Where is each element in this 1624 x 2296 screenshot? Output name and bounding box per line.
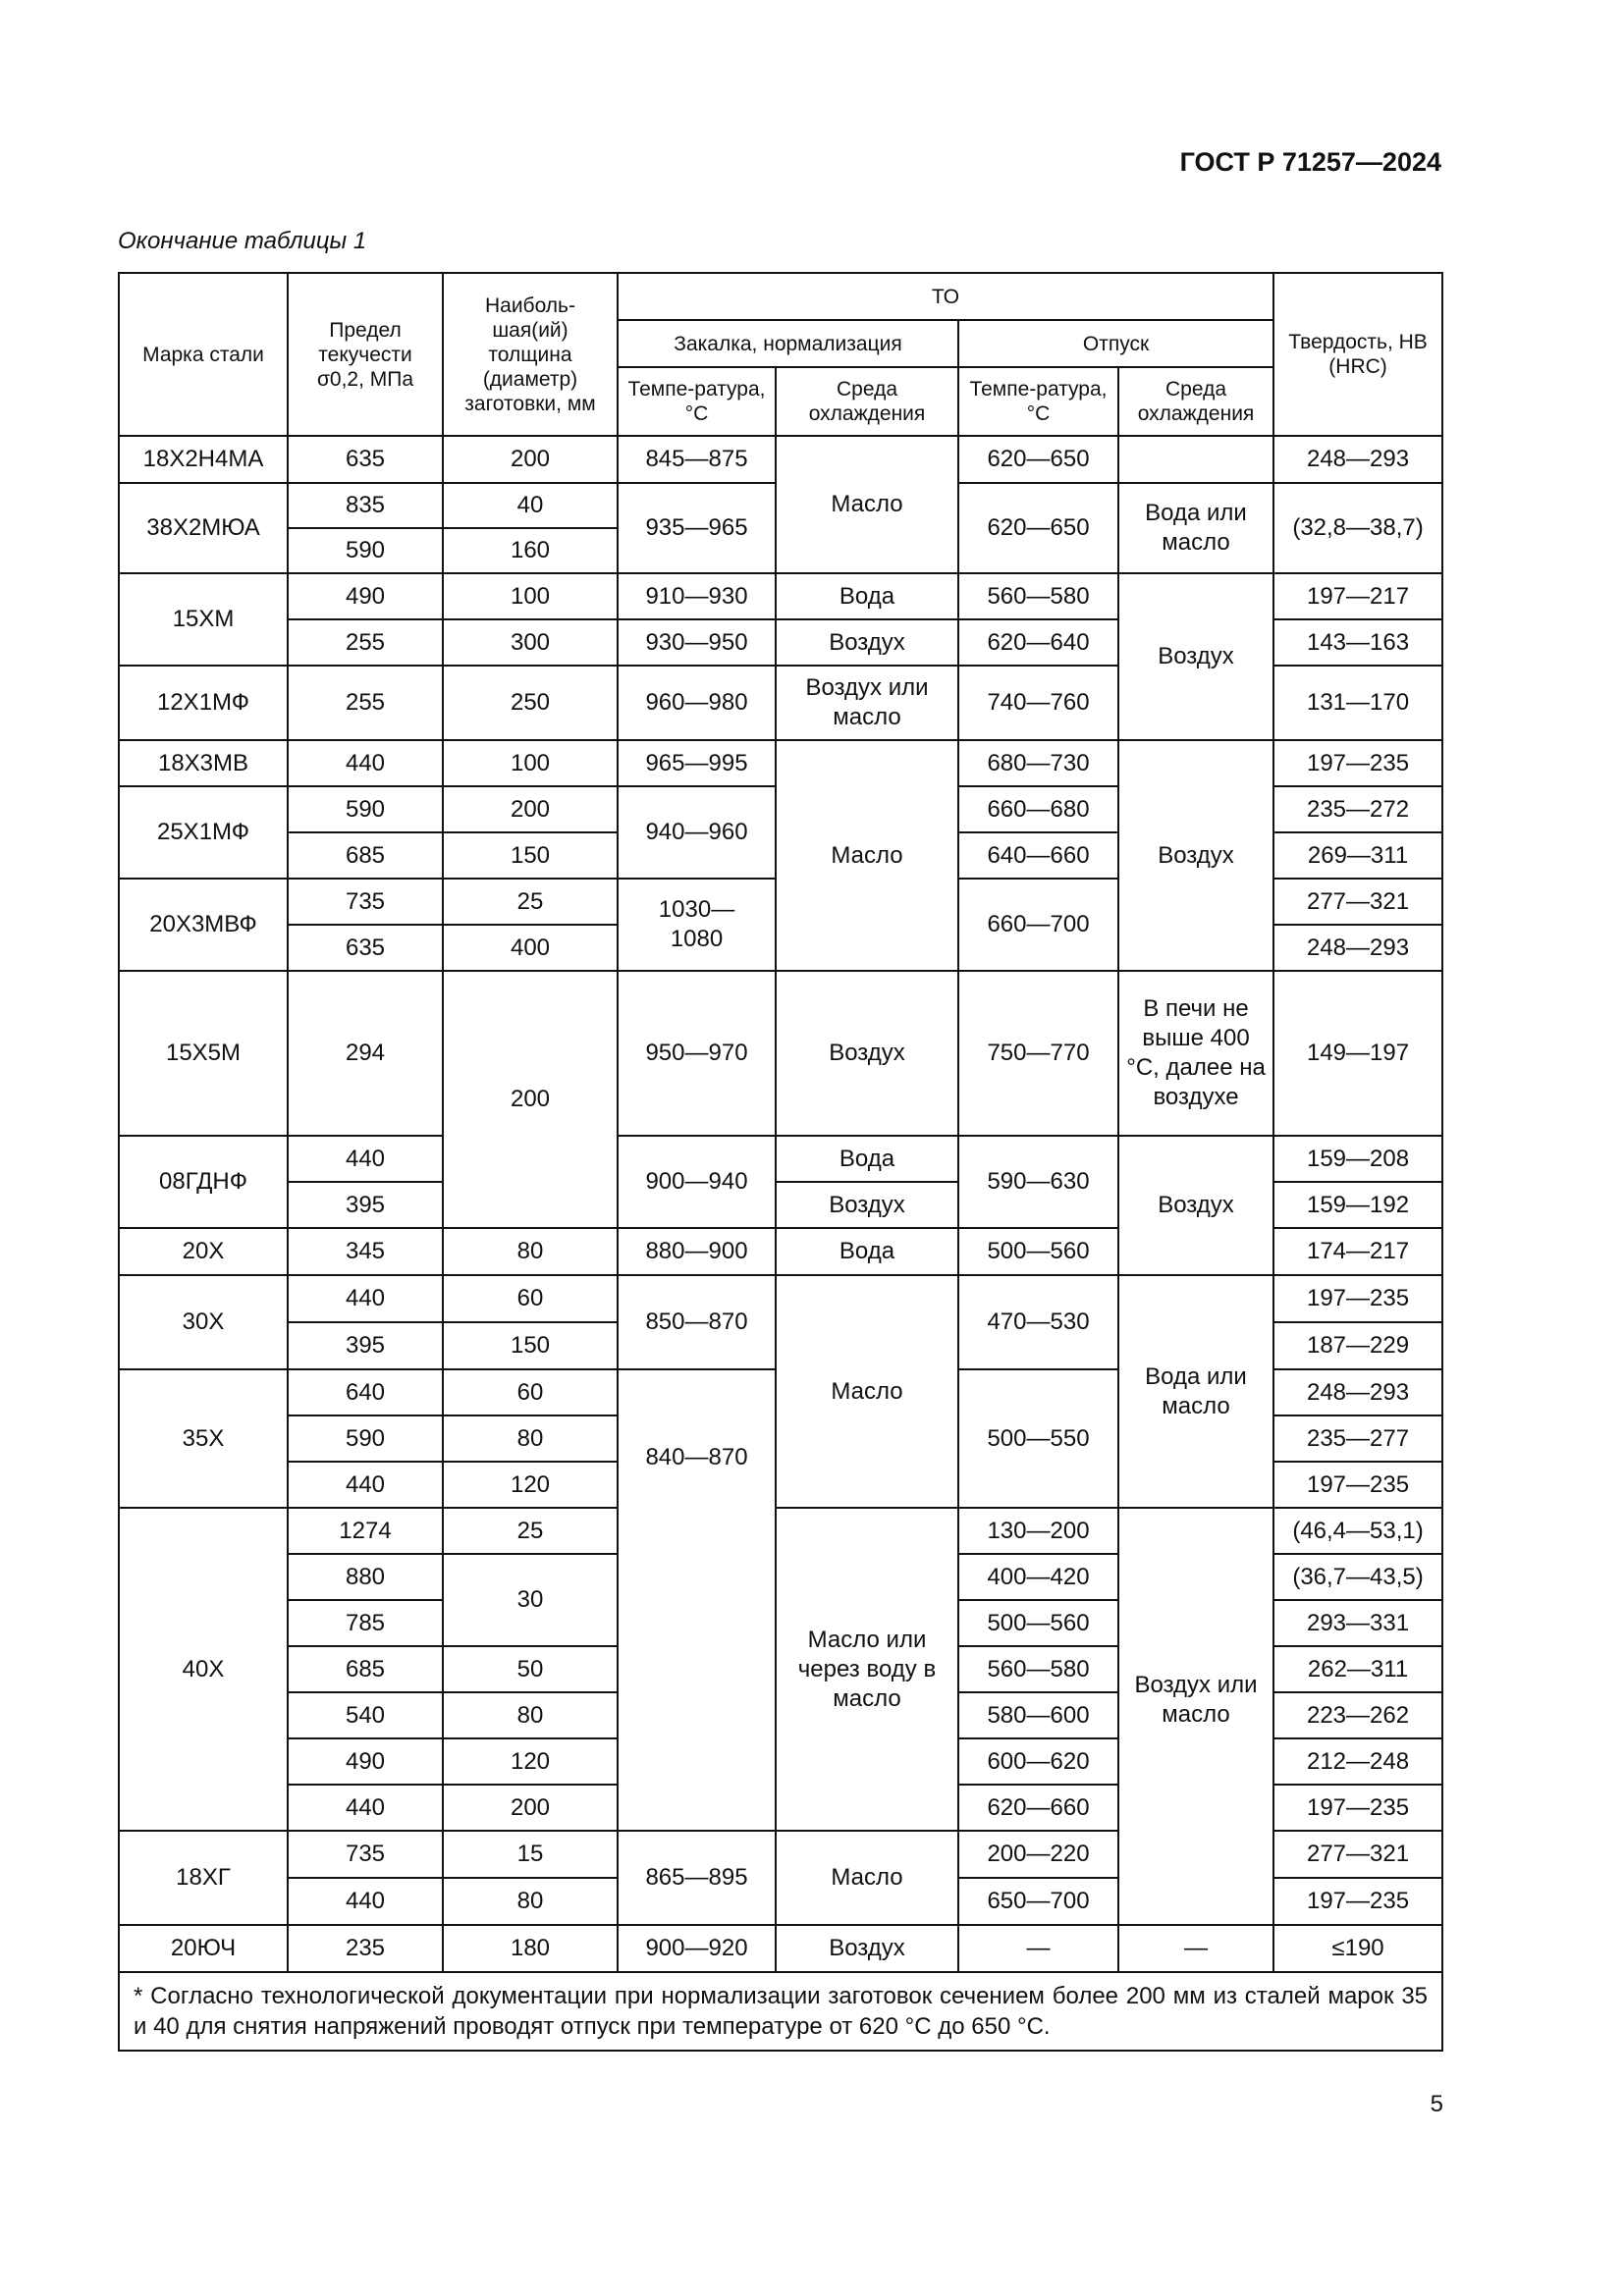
hardness: 131—170 bbox=[1273, 666, 1442, 740]
hardness: 277—321 bbox=[1273, 879, 1442, 925]
header-quench-temp: Темпе-ратура, °С bbox=[618, 367, 776, 436]
yield-strength: 590 bbox=[288, 528, 443, 573]
temper-medium bbox=[1118, 436, 1273, 483]
temper-medium: — bbox=[1118, 1925, 1273, 1972]
yield-strength: 440 bbox=[288, 740, 443, 786]
quench-medium: Масло bbox=[776, 436, 958, 573]
temper-temperature: 750—770 bbox=[958, 971, 1118, 1136]
max-thickness: 160 bbox=[443, 528, 618, 573]
max-thickness: 400 bbox=[443, 925, 618, 971]
header-grade: Марка стали bbox=[119, 273, 288, 436]
temper-temperature: — bbox=[958, 1925, 1118, 1972]
quench-temperature: 960—980 bbox=[618, 666, 776, 740]
temper-temperature: 620—660 bbox=[958, 1785, 1118, 1831]
hardness: 197—235 bbox=[1273, 1785, 1442, 1831]
yield-strength: 395 bbox=[288, 1322, 443, 1369]
temper-medium: В печи не выше 400 °С, далее на воздухе bbox=[1118, 971, 1273, 1136]
quench-temperature: 950—970 bbox=[618, 971, 776, 1136]
max-thickness: 80 bbox=[443, 1415, 618, 1462]
quench-medium: Воздух bbox=[776, 971, 958, 1136]
steel-grade: 20Х bbox=[119, 1228, 288, 1275]
hardness: 235—272 bbox=[1273, 786, 1442, 832]
quench-temperature: 935—965 bbox=[618, 483, 776, 573]
steel-grade: 15Х5М bbox=[119, 971, 288, 1136]
yield-strength: 590 bbox=[288, 1415, 443, 1462]
quench-temperature: 940—960 bbox=[618, 786, 776, 879]
hardness: 223—262 bbox=[1273, 1692, 1442, 1738]
steel-grade: 38Х2МЮА bbox=[119, 483, 288, 573]
max-thickness: 200 bbox=[443, 436, 618, 483]
temper-temperature: 680—730 bbox=[958, 740, 1118, 786]
quench-temperature: 865—895 bbox=[618, 1831, 776, 1925]
steel-heat-treatment-table bbox=[118, 272, 1443, 2052]
header-to: ТО bbox=[618, 273, 1273, 320]
temper-temperature: 620—650 bbox=[958, 483, 1118, 573]
hardness: 197—235 bbox=[1273, 1275, 1442, 1322]
quench-temperature: 965—995 bbox=[618, 740, 776, 786]
hardness: 149—197 bbox=[1273, 971, 1442, 1136]
yield-strength: 540 bbox=[288, 1692, 443, 1738]
temper-temperature: 200—220 bbox=[958, 1831, 1118, 1878]
steel-grade: 20Х3МВФ bbox=[119, 879, 288, 971]
hardness: 187—229 bbox=[1273, 1322, 1442, 1369]
temper-temperature: 130—200 bbox=[958, 1508, 1118, 1554]
hardness: 159—208 bbox=[1273, 1136, 1442, 1182]
hardness: (32,8—38,7) bbox=[1273, 483, 1442, 573]
quench-medium: Масло или через воду в масло bbox=[776, 1508, 958, 1831]
yield-strength: 255 bbox=[288, 619, 443, 666]
header-thickness: Наиболь-шая(ий) толщина (диаметр) заготовки, мм bbox=[443, 273, 618, 436]
quench-temperature: 900—920 bbox=[618, 1925, 776, 1972]
yield-strength: 255 bbox=[288, 666, 443, 740]
hardness: 262—311 bbox=[1273, 1646, 1442, 1692]
steel-grade: 35Х bbox=[119, 1369, 288, 1508]
yield-strength: 490 bbox=[288, 1738, 443, 1785]
max-thickness: 120 bbox=[443, 1738, 618, 1785]
quench-temperature: 840—870 bbox=[618, 1369, 776, 1831]
yield-strength: 440 bbox=[288, 1136, 443, 1182]
temper-temperature: 560—580 bbox=[958, 1646, 1118, 1692]
max-thickness: 180 bbox=[443, 1925, 618, 1972]
max-thickness: 25 bbox=[443, 1508, 618, 1554]
max-thickness: 80 bbox=[443, 1692, 618, 1738]
steel-grade: 30Х bbox=[119, 1275, 288, 1369]
quench-medium: Масло bbox=[776, 740, 958, 971]
max-thickness: 200 bbox=[443, 971, 618, 1228]
quench-temperature: 930—950 bbox=[618, 619, 776, 666]
yield-strength: 685 bbox=[288, 1646, 443, 1692]
steel-grade: 18Х2Н4МА bbox=[119, 436, 288, 483]
hardness: ≤190 bbox=[1273, 1925, 1442, 1972]
temper-temperature: 650—700 bbox=[958, 1878, 1118, 1925]
hardness: 248—293 bbox=[1273, 925, 1442, 971]
quench-temperature: 1030— 1080 bbox=[618, 879, 776, 971]
quench-medium: Масло bbox=[776, 1275, 958, 1508]
yield-strength: 440 bbox=[288, 1785, 443, 1831]
max-thickness: 15 bbox=[443, 1831, 618, 1878]
max-thickness: 250 bbox=[443, 666, 618, 740]
hardness: 159—192 bbox=[1273, 1182, 1442, 1228]
header-temper-medium: Среда охлаждения bbox=[1118, 367, 1273, 436]
hardness: 293—331 bbox=[1273, 1600, 1442, 1646]
max-thickness: 200 bbox=[443, 1785, 618, 1831]
max-thickness: 100 bbox=[443, 573, 618, 619]
steel-grade: 18Х3МВ bbox=[119, 740, 288, 786]
yield-strength: 345 bbox=[288, 1228, 443, 1275]
temper-temperature: 620—650 bbox=[958, 436, 1118, 483]
page-number: 5 bbox=[1430, 2091, 1443, 2117]
temper-temperature: 600—620 bbox=[958, 1738, 1118, 1785]
steel-grade: 18ХГ bbox=[119, 1831, 288, 1925]
yield-strength: 440 bbox=[288, 1275, 443, 1322]
temper-temperature: 560—580 bbox=[958, 573, 1118, 619]
header-yield: Предел текучести σ0,2, МПа bbox=[288, 273, 443, 436]
yield-strength: 785 bbox=[288, 1600, 443, 1646]
max-thickness: 100 bbox=[443, 740, 618, 786]
temper-medium: Воздух bbox=[1118, 740, 1273, 971]
header-temper: Отпуск bbox=[958, 320, 1273, 367]
temper-temperature: 580—600 bbox=[958, 1692, 1118, 1738]
yield-strength: 1274 bbox=[288, 1508, 443, 1554]
yield-strength: 235 bbox=[288, 1925, 443, 1972]
yield-strength: 880 bbox=[288, 1554, 443, 1600]
yield-strength: 490 bbox=[288, 573, 443, 619]
max-thickness: 80 bbox=[443, 1878, 618, 1925]
max-thickness: 120 bbox=[443, 1462, 618, 1508]
max-thickness: 200 bbox=[443, 786, 618, 832]
max-thickness: 60 bbox=[443, 1369, 618, 1415]
steel-grade: 08ГДНФ bbox=[119, 1136, 288, 1228]
quench-temperature: 845—875 bbox=[618, 436, 776, 483]
temper-temperature: 620—640 bbox=[958, 619, 1118, 666]
table-footnote: * Согласно технологической документации при нормализации заготовок сечением более 200 мм из сталей марок 35 и 40 для снятия напряжений проводят отпуск при температуре от 620 °С до 650 °С. bbox=[119, 1972, 1442, 2051]
temper-temperature: 500—550 bbox=[958, 1369, 1118, 1508]
quench-medium: Воздух bbox=[776, 1182, 958, 1228]
temper-temperature: 470—530 bbox=[958, 1275, 1118, 1369]
standard-number: ГОСТ Р 71257—2024 bbox=[1179, 147, 1441, 177]
yield-strength: 685 bbox=[288, 832, 443, 879]
temper-medium: Вода или масло bbox=[1118, 483, 1273, 573]
steel-grade: 15ХМ bbox=[119, 573, 288, 666]
yield-strength: 635 bbox=[288, 925, 443, 971]
hardness: 248—293 bbox=[1273, 436, 1442, 483]
max-thickness: 30 bbox=[443, 1554, 618, 1646]
yield-strength: 590 bbox=[288, 786, 443, 832]
temper-temperature: 590—630 bbox=[958, 1136, 1118, 1228]
quench-medium: Масло bbox=[776, 1831, 958, 1925]
table-caption: Окончание таблицы 1 bbox=[118, 228, 367, 254]
temper-temperature: 660—680 bbox=[958, 786, 1118, 832]
hardness: 235—277 bbox=[1273, 1415, 1442, 1462]
max-thickness: 50 bbox=[443, 1646, 618, 1692]
hardness: 248—293 bbox=[1273, 1369, 1442, 1415]
temper-medium: Воздух bbox=[1118, 1136, 1273, 1275]
hardness: 174—217 bbox=[1273, 1228, 1442, 1275]
hardness: (36,7—43,5) bbox=[1273, 1554, 1442, 1600]
yield-strength: 294 bbox=[288, 971, 443, 1136]
quench-medium: Вода bbox=[776, 1136, 958, 1182]
hardness: 269—311 bbox=[1273, 832, 1442, 879]
max-thickness: 40 bbox=[443, 483, 618, 528]
steel-grade: 12Х1МФ bbox=[119, 666, 288, 740]
max-thickness: 80 bbox=[443, 1228, 618, 1275]
temper-temperature: 500—560 bbox=[958, 1228, 1118, 1275]
hardness: 197—235 bbox=[1273, 740, 1442, 786]
temper-medium: Воздух или масло bbox=[1118, 1508, 1273, 1925]
quench-medium: Воздух bbox=[776, 619, 958, 666]
hardness: 277—321 bbox=[1273, 1831, 1442, 1878]
temper-medium: Вода или масло bbox=[1118, 1275, 1273, 1508]
yield-strength: 635 bbox=[288, 436, 443, 483]
steel-grade: 20ЮЧ bbox=[119, 1925, 288, 1972]
yield-strength: 395 bbox=[288, 1182, 443, 1228]
header-temper-temp: Темпе-ратура, °С bbox=[958, 367, 1118, 436]
quench-temperature: 880—900 bbox=[618, 1228, 776, 1275]
temper-temperature: 400—420 bbox=[958, 1554, 1118, 1600]
max-thickness: 150 bbox=[443, 832, 618, 879]
yield-strength: 735 bbox=[288, 879, 443, 925]
temper-temperature: 740—760 bbox=[958, 666, 1118, 740]
temper-medium: Воздух bbox=[1118, 573, 1273, 740]
hardness: 197—217 bbox=[1273, 573, 1442, 619]
quench-temperature: 900—940 bbox=[618, 1136, 776, 1228]
yield-strength: 835 bbox=[288, 483, 443, 528]
hardness: (46,4—53,1) bbox=[1273, 1508, 1442, 1554]
hardness: 197—235 bbox=[1273, 1878, 1442, 1925]
temper-temperature: 660—700 bbox=[958, 879, 1118, 971]
steel-grade: 40Х bbox=[119, 1508, 288, 1831]
yield-strength: 640 bbox=[288, 1369, 443, 1415]
hardness: 197—235 bbox=[1273, 1462, 1442, 1508]
max-thickness: 150 bbox=[443, 1322, 618, 1369]
quench-medium: Вода bbox=[776, 1228, 958, 1275]
header-quench-medium: Среда охлаждения bbox=[776, 367, 958, 436]
max-thickness: 300 bbox=[443, 619, 618, 666]
quench-temperature: 850—870 bbox=[618, 1275, 776, 1369]
quench-medium: Воздух или масло bbox=[776, 666, 958, 740]
hardness: 143—163 bbox=[1273, 619, 1442, 666]
quench-medium: Воздух bbox=[776, 1925, 958, 1972]
temper-temperature: 500—560 bbox=[958, 1600, 1118, 1646]
yield-strength: 440 bbox=[288, 1878, 443, 1925]
header-hardness: Твердость, НВ (HRC) bbox=[1273, 273, 1442, 436]
temper-temperature: 640—660 bbox=[958, 832, 1118, 879]
max-thickness: 25 bbox=[443, 879, 618, 925]
yield-strength: 735 bbox=[288, 1831, 443, 1878]
header-quench: Закалка, нормализация bbox=[618, 320, 958, 367]
hardness: 212—248 bbox=[1273, 1738, 1442, 1785]
max-thickness: 60 bbox=[443, 1275, 618, 1322]
steel-grade: 25Х1МФ bbox=[119, 786, 288, 879]
quench-medium: Вода bbox=[776, 573, 958, 619]
quench-temperature: 910—930 bbox=[618, 573, 776, 619]
yield-strength: 440 bbox=[288, 1462, 443, 1508]
